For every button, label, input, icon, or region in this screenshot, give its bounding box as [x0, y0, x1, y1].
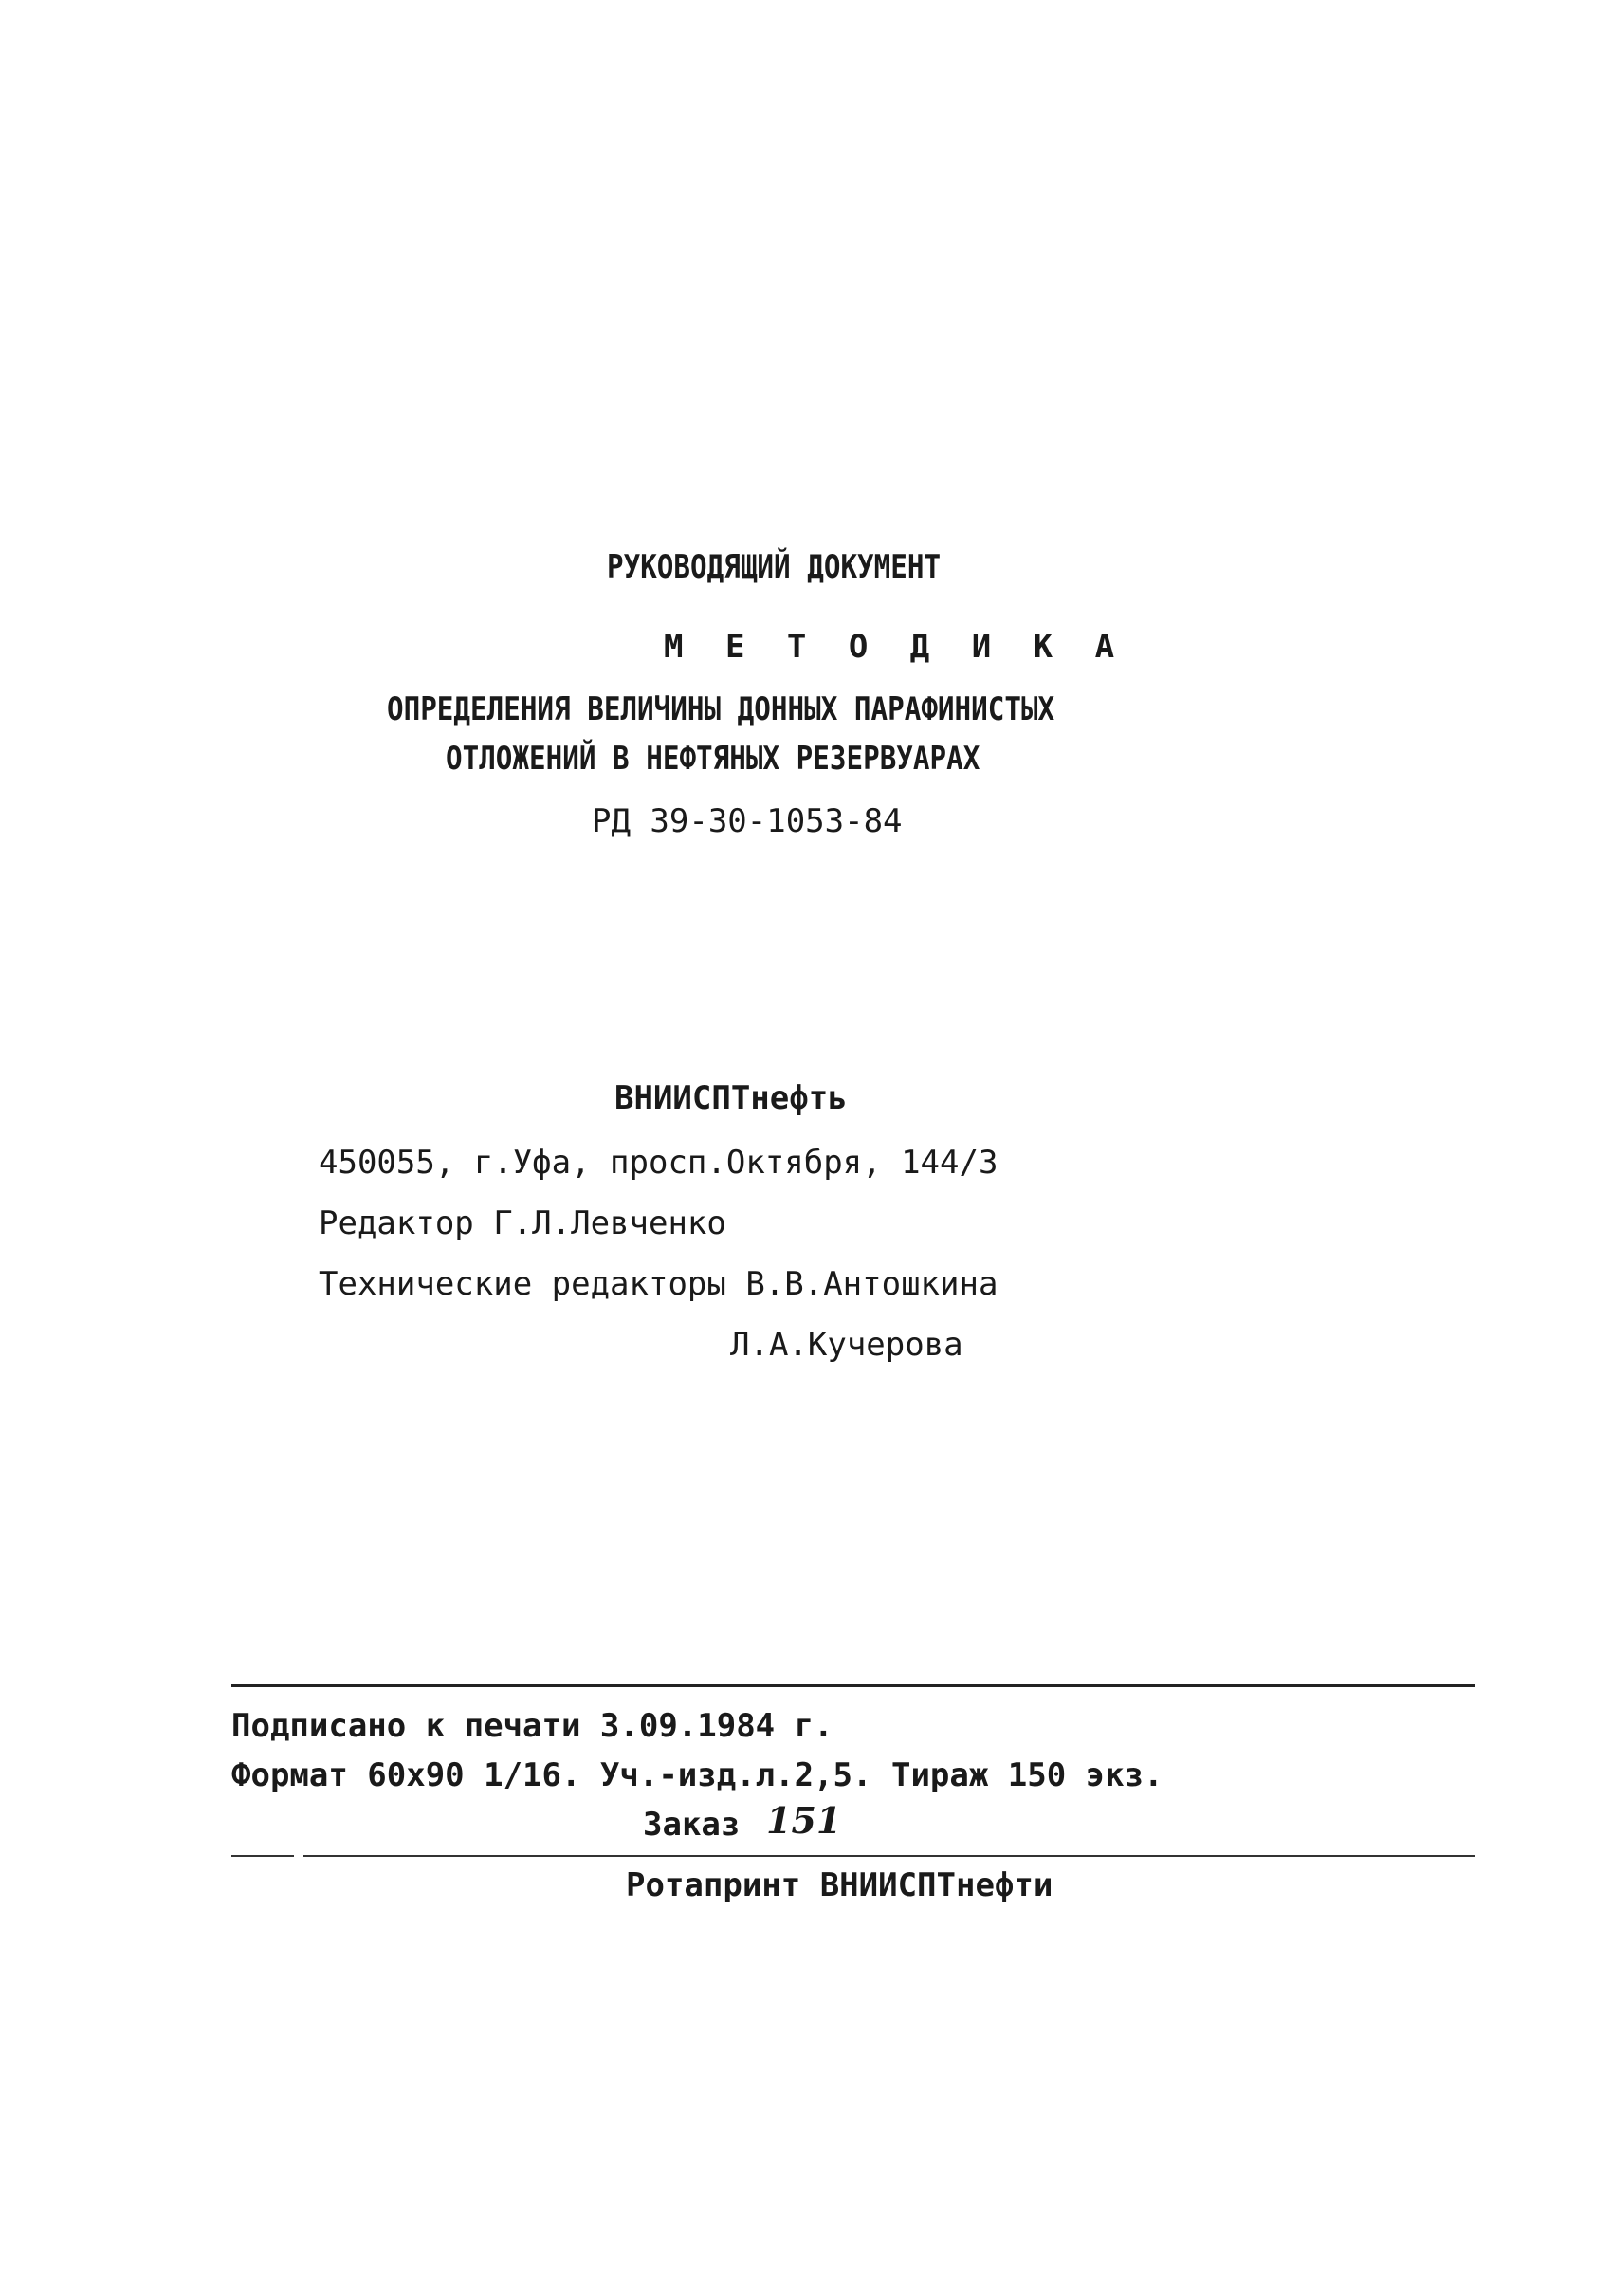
print-format: Формат 60х90 1/16. Уч.-изд.л.2,5. Тираж 150 экз.	[231, 1756, 1163, 1794]
imprint-bottom-rule-left	[231, 1855, 294, 1857]
order-label: Заказ	[643, 1806, 741, 1844]
method-title: М Е Т О Д И К А	[664, 628, 1127, 666]
publisher-name: ВНИИСПТнефть	[614, 1079, 848, 1117]
order-number: 151	[766, 1799, 842, 1842]
imprint-top-rule	[231, 1684, 1475, 1687]
technical-editors: Технические редакторы В.В.Антошкина	[319, 1265, 998, 1303]
subtitle-line-1: ОПРЕДЕЛЕНИЯ ВЕЛИЧИНЫ ДОННЫХ ПАРАФИНИСТЫХ	[387, 690, 1055, 728]
editor: Редактор Г.Л.Левченко	[319, 1204, 726, 1242]
subtitle-line-2: ОТЛОЖЕНИЙ В НЕФТЯНЫХ РЕЗЕРВУАРАХ	[446, 740, 980, 778]
publisher-address: 450055, г.Уфа, просп.Октября, 144/3	[319, 1144, 998, 1182]
document-code: РД 39-30-1053-84	[592, 802, 903, 840]
signed-for-print: Подписано к печати 3.09.1984 г.	[231, 1707, 833, 1745]
technical-editor-2: Л.А.Кучерова	[730, 1326, 963, 1364]
printer: Ротапринт ВНИИСПТнефти	[626, 1866, 1053, 1904]
imprint-bottom-rule-right	[303, 1855, 1475, 1857]
document-type: РУКОВОДЯЩИЙ ДОКУМЕНТ	[607, 548, 942, 586]
